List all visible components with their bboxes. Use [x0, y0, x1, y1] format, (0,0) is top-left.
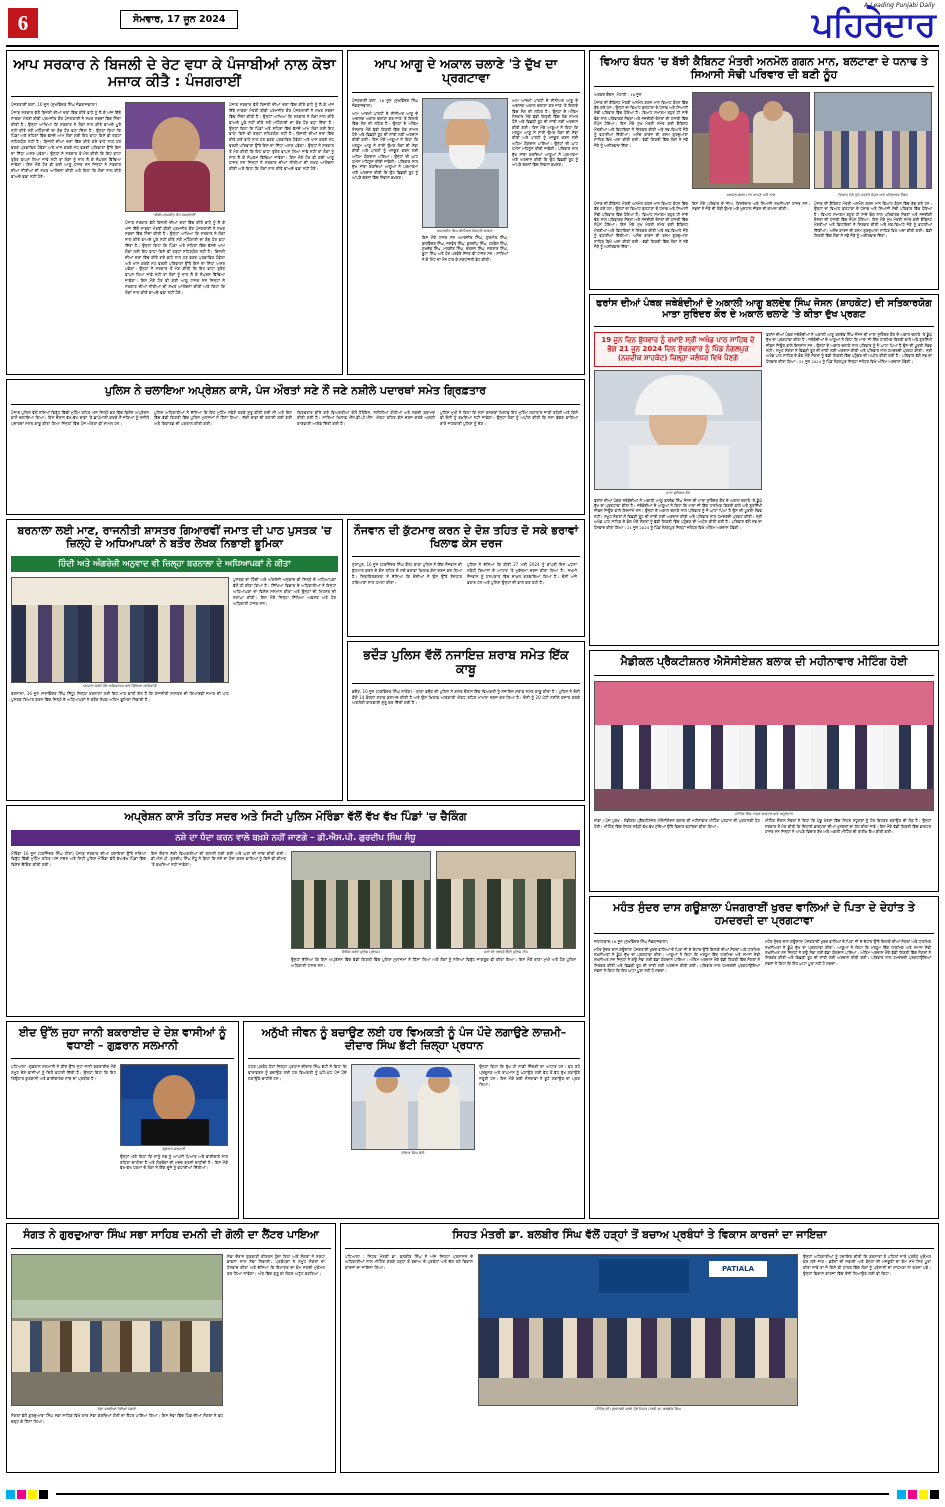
body-a3-col4: ਪੰਜਾਬ ਦੀ ਕੈਬਿਨਟ ਮੰਤਰੀ ਅਨਮੋਲ ਗਗਨ ਮਾਨ ਵਿਆਹ ਬੰਧਨ ਵਿੱਚ ਬੱਝ ਗਏ ਹਨ। ਉਨ੍ਹਾਂ ਦਾ ਵਿਆਹ ਬਲਟਾਣਾ ਦੇ ਧਨਾਢ ਅਤੇ ਸਿਆਸੀ ਸੋਢੀ ਪਰਿਵਾਰ ਵਿੱਚ ਹੋਇਆ ਹੈ। ਵਿਆਹ ਸਮਾਗਮ ਬਹੁਤ ਹੀ ਸਾਦੇ ਢੰਗ ਨਾਲ ਪਰਿਵਾਰਕ ਮੈਂਬਰਾਂ ਅਤੇ ਨਜ਼ਦੀਕੀ ਦੋਸਤਾਂ ਦੀ ਹਾਜ਼ਰੀ ਵਿੱਚ ਸੰਪੰਨ ਹੋਇਆ। ਇਸ ਮੌਕੇ ਮੁੱਖ ਮੰਤਰੀ ਸਮੇਤ ਕਈ ਕੈਬਿਨਟ ਮੰਤਰੀਆਂ ਅਤੇ ਵਿਧਾਇਕਾਂ ਨੇ ਸ਼ਿਰਕਤ ਕੀਤੀ ਅਤੇ ਨਵ-ਵਿਆਹੇ ਜੋੜੇ ਨੂੰ ਵਧਾਈਆਂ ਦਿੱਤੀਆਂ। ਅਨੰਦ ਕਾਰਜ ਦੀ ਰਸਮ ਗੁਰਦੁਆਰਾ ਸਾਹਿਬ ਵਿਖੇ ਅਦਾ ਕੀਤੀ ਗਈ। ਵੱਡੀ ਗਿਣਤੀ ਵਿੱਚ ਲੋਕਾਂ ਨੇ ਨਵੇਂ ਜੋੜੇ ਨੂੰ ਅਸ਼ੀਰਵਾਦ ਦਿੱਤਾ। — [814, 200, 932, 239]
article-a14 — [6, 1223, 336, 1473]
body-a2-col3: ਆਮ ਆਦਮੀ ਪਾਰਟੀ ਦੇ ਸੀਨੀਅਰ ਆਗੂ ਦੇ ਅਚਾਨਕ ਅਕਾਲ ਚਲਾਣਾ ਕਰ ਜਾਣ 'ਤੇ ਇਲਾਕੇ ਵਿੱਚ ਸੋਗ ਦੀ ਲਹਿਰ ਹੈ। ਉਨ੍ਹਾਂ ਦੇ ਅੰਤਿਮ ਸੰਸਕਾਰ ਮੌਕੇ ਵੱਡੀ ਗਿਣਤੀ ਵਿੱਚ ਲੋਕ ਸ਼ਾਮਲ ਹੋਏ ਅਤੇ ਵਿਛੜੀ ਰੂਹ ਦੀ ਸ਼ਾਂਤੀ ਲਈ ਅਰਦਾਸ ਕੀਤੀ ਗਈ। ਇਸ ਮੌਕੇ ਆਗੂਆਂ ਨੇ ਕਿਹਾ ਕਿ ਮਰਹੂਮ ਆਗੂ ਨੇ ਸਾਰੀ ਉਮਰ ਲੋਕਾਂ ਦੀ ਸੇਵਾ ਕੀਤੀ ਅਤੇ ਪਾਰਟੀ ਨੂੰ ਮਜ਼ਬੂਤ ਕਰਨ ਲਈ ਅਹਿਮ ਯੋਗਦਾਨ ਪਾਇਆ। ਉਨ੍ਹਾਂ ਦੀ ਘਾਟ ਹਮੇਸ਼ਾ ਮਹਿਸੂਸ ਕੀਤੀ ਜਾਵੇਗੀ। ਪਰਿਵਾਰ ਨਾਲ ਦੁੱਖ ਸਾਂਝਾ ਕਰਦਿਆਂ ਆਗੂਆਂ ਨੇ ਪਰਮਾਤਮਾ ਅੱਗੇ ਅਰਦਾਸ ਕੀਤੀ ਕਿ ਉਹ ਵਿਛੜੀ ਰੂਹ ਨੂੰ ਆਪਣੇ ਚਰਨਾਂ ਵਿੱਚ ਨਿਵਾਸ ਬਖ਼ਸ਼ਣ। — [512, 97, 578, 168]
headline-a4: ਫਰਾਂਸ ਦੀਆਂ ਪੰਥਕ ਜਥੇਬੰਦੀਆਂ ਦੇ ਅਕਾਲੀ ਆਗੂ ਬਲਦੇਵ ਸਿੰਘ ਜੋਸਨ (ਸ਼ਾਹਕੋਟ) ਦੀ ਸਤਿਕਾਰਯੋਗ ਮਾਤਾ ਸੁਰਿੰਦਰ ਕੌਰ ਦੇ ਅਕਾਲ ਚਲਾਣੇ 'ਤੇ ਕੀਤਾ ਦੁੱਖ ਪ੍ਰਗਟ — [596, 298, 932, 320]
body-a13-col1: ਮਹੰਤ ਸੁੰਦਰ ਦਾਸ ਗਊਸ਼ਾਲਾ ਪੰਜਗਰਾਈਂ ਖੁਰਦ ਵਾਲਿਆਂ ਦੇ ਪਿਤਾ ਜੀ ਦੇ ਦੇਹਾਂਤ ਉੱਤੇ ਇਲਾਕੇ ਦੀਆਂ ਸੰਗਤਾਂ ਅਤੇ ਧਾਰਮਿਕ ਸ਼ਖ਼ਸੀਅਤਾਂ ਨੇ ਡੂੰਘੇ ਦੁੱਖ ਦਾ ਪ੍ਰਗਟਾਵਾ ਕੀਤਾ। ਆਗੂਆਂ ਨੇ ਕਿਹਾ ਕਿ ਮਰਹੂਮ ਇੱਕ ਧਾਰਮਿਕ ਅਤੇ ਸਮਾਜ ਸੇਵੀ ਸ਼ਖ਼ਸੀਅਤ ਸਨ ਜਿਨ੍ਹਾਂ ਨੇ ਗਊ ਸੇਵਾ ਲਈ ਵੱਡਾ ਯੋਗਦਾਨ ਪਾਇਆ। ਅੰਤਿਮ ਅਰਦਾਸ ਮੌਕੇ ਵੱਡੀ ਗਿਣਤੀ ਵਿੱਚ ਸੰਗਤਾਂ ਨੇ ਸ਼ਿਰਕਤ ਕੀਤੀ ਅਤੇ ਵਿਛੜੀ ਰੂਹ ਦੀ ਸ਼ਾਂਤੀ ਲਈ ਅਰਦਾਸ ਕੀਤੀ ਗਈ। ਪਰਿਵਾਰ ਨਾਲ ਹਮਦਰਦੀ ਪ੍ਰਗਟਾਉਂਦਿਆਂ ਸਭਨਾਂ ਨੇ ਕਿਹਾ ਕਿ ਇਹ ਘਾਟਾ ਪੂਰਾ ਨਹੀਂ ਹੋ ਸਕਦਾ। — [594, 946, 760, 974]
body-a1-col2: ਪੰਜਾਬ ਸਰਕਾਰ ਵੱਲੋਂ ਬਿਜਲੀ ਦੀਆਂ ਦਰਾਂ ਵਿੱਚ ਕੀਤੇ ਵਾਧੇ ਨੂੰ ਲੈ ਕੇ ਅੱਜ ਇੱਥੇ ਸਾਬਕਾ ਮੰਤਰੀ ਬੀਬੀ ਪਰਮਜੀਤ ਕੌਰ ਪੰਜਗਰਾਈਂ ਨੇ ਸਖ਼ਤ ਸ਼ਬਦਾਂ ਵਿੱਚ ਨਿੰਦਾ ਕੀਤੀ ਹੈ। ਉਨ੍ਹਾਂ ਆਖਿਆ ਕਿ ਸਰਕਾਰ ਨੇ ਲੋਕਾਂ ਨਾਲ ਕੀਤੇ ਵਾਅਦੇ ਪੂਰੇ ਨਹੀਂ ਕੀਤੇ ਸਗੋਂ ਮਹਿੰਗਾਈ ਦਾ ਬੋਝ ਹੋਰ ਵਧਾ ਦਿੱਤਾ ਹੈ। ਉਨ੍ਹਾਂ ਕਿਹਾ ਕਿ ਪਿੰਡਾਂ ਅਤੇ ਸ਼ਹਿਰਾਂ ਵਿੱਚ ਵੱਸਦੇ ਆਮ ਲੋਕਾਂ ਲਈ ਇਹ ਵਾਧਾ ਕਿਸੇ ਵੀ ਤਰ੍ਹਾਂ ਸਹਿਣਯੋਗ ਨਹੀਂ ਹੈ। ਬਿਜਲੀ ਦੀਆਂ ਦਰਾਂ ਵਿੱਚ ਕੀਤੇ ਗਏ ਵਾਧੇ ਨਾਲ ਹਰ ਵਰਗ ਪ੍ਰਭਾਵਿਤ ਹੋਵੇਗਾ ਅਤੇ ਖਾਸ ਕਰਕੇ ਮੱਧ ਵਰਗੀ ਪਰਿਵਾਰਾਂ ਉੱਤੇ ਇਸ ਦਾ ਸਿੱਧਾ ਅਸਰ ਪਵੇਗਾ। ਉਨ੍ਹਾਂ ਨੇ ਸਰਕਾਰ ਤੋਂ ਮੰਗ ਕੀਤੀ ਕਿ ਇਹ ਵਾਧਾ ਤੁਰੰਤ ਵਾਪਸ ਲਿਆ ਜਾਵੇ ਨਹੀਂ ਤਾਂ ਲੋਕਾਂ ਨੂੰ ਨਾਲ ਲੈ ਕੇ ਸੰਘਰਸ਼ ਵਿੱਢਿਆ ਜਾਵੇਗਾ। ਇਸ ਮੌਕੇ ਹੋਰ ਵੀ ਕਈ ਆਗੂ ਹਾਜ਼ਰ ਸਨ ਜਿਨ੍ਹਾਂ ਨੇ ਸਰਕਾਰ ਦੀਆਂ ਨੀਤੀਆਂ ਦੀ ਸਖ਼ਤ ਆਲੋਚਨਾ ਕੀਤੀ ਅਤੇ ਕਿਹਾ ਕਿ ਲੋਕਾਂ ਨਾਲ ਕੀਤੇ ਵਾਅਦੇ ਵਫ਼ਾ ਨਹੀਂ ਹੋਏ। — [125, 219, 225, 295]
caption-a3-right: ਵਿਆਹ ਮੌਕੇ ਪੁੱਜੇ ਪਤਵੰਤੇ ਸੱਜਣ ਅਤੇ ਪਰਿਵਾਰਕ ਮੈਂਬਰ — [838, 193, 908, 198]
caption-a6: ਸਨਮਾਨ ਕਰਦੇ ਹੋਏ ਅਧਿਆਪਕ ਅਤੇ ਸਿੱਖਿਆ ਅਧਿਕਾਰੀ — [83, 684, 157, 689]
issue-date: ਸੋਮਵਾਰ, 17 ਜੂਨ 2024 — [120, 10, 238, 29]
article-a4 — [589, 294, 939, 646]
body-a15-col1: ਪਟਿਆਲਾ : ਸਿਹਤ ਮੰਤਰੀ ਡਾ. ਬਲਬੀਰ ਸਿੰਘ ਨੇ ਅੱਜ ਜ਼ਿਲ੍ਹਾ ਪ੍ਰਸ਼ਾਸਨ ਦੇ ਅਧਿਕਾਰੀਆਂ ਨਾਲ ਮੀਟਿੰਗ ਕਰਕੇ ਹੜ੍ਹਾਂ ਤੋਂ ਬਚਾਅ ਦੇ ਪ੍ਰਬੰਧਾਂ ਅਤੇ ਚੱਲ ਰਹੇ ਵਿਕਾਸ ਕਾਰਜਾਂ ਦਾ ਜਾਇਜ਼ਾ ਲਿਆ। — [345, 1253, 473, 1271]
body-a4-col2: ਫਰਾਂਸ ਦੀਆਂ ਪੰਥਕ ਜਥੇਬੰਦੀਆਂ ਨੇ ਅਕਾਲੀ ਆਗੂ ਬਲਦੇਵ ਸਿੰਘ ਜੋਸਨ ਦੀ ਮਾਤਾ ਸੁਰਿੰਦਰ ਕੌਰ ਦੇ ਅਕਾਲ ਚਲਾਣੇ 'ਤੇ ਡੂੰਘੇ ਦੁੱਖ ਦਾ ਪ੍ਰਗਟਾਵਾ ਕੀਤਾ ਹੈ। ਜਥੇਬੰਦੀਆਂ ਦੇ ਆਗੂਆਂ ਨੇ ਕਿਹਾ ਕਿ ਮਾਤਾ ਜੀ ਇੱਕ ਧਾਰਮਿਕ ਬਿਰਤੀ ਵਾਲੇ ਅਤੇ ਗੁਰਸਿੱਖੀ ਜੀਵਨ ਜਿਊਣ ਵਾਲੇ ਇਨਸਾਨ ਸਨ। ਉਨ੍ਹਾਂ ਦੇ ਅਕਾਲ ਚਲਾਣੇ ਨਾਲ ਪਰਿਵਾਰ ਨੂੰ ਜੋ ਘਾਟਾ ਪਿਆ ਹੈ ਉਸ ਦੀ ਪੂਰਤੀ ਸੰਭਵ ਨਹੀਂ। ਸਮੂਹ ਸੰਗਤਾਂ ਨੇ ਵਿਛੜੀ ਰੂਹ ਦੀ ਸ਼ਾਂਤੀ ਲਈ ਅਰਦਾਸ ਕੀਤੀ ਅਤੇ ਪਰਿਵਾਰ ਨਾਲ ਹਮਦਰਦੀ ਪ੍ਰਗਟ ਕੀਤੀ। ਸ੍ਰੀ ਅਖੰਡ ਪਾਠ ਸਾਹਿਬ ਦੇ ਭੋਗ ਮੌਕੇ ਸੰਗਤਾਂ ਨੂੰ ਵੱਡੀ ਗਿਣਤੀ ਵਿੱਚ ਪਹੁੰਚਣ ਦੀ ਅਪੀਲ ਕੀਤੀ ਗਈ ਹੈ। ਪਰਿਵਾਰ ਵੱਲੋਂ ਸਭ ਦਾ ਧੰਨਵਾਦ ਕੀਤਾ ਗਿਆ। 21 ਜੂਨ 2024 ਨੂੰ ਪਿੰਡ ਨੰਗਲਪੁਰ ਜ਼ਿਲ੍ਹਾ ਜਲੰਧਰ ਵਿਖੇ ਅੰਤਿਮ ਅਰਦਾਸ ਹੋਵੇਗੀ। — [766, 331, 932, 364]
headline-a1: ਆਪ ਸਰਕਾਰ ਨੇ ਬਿਜਲੀ ਦੇ ਰੇਟ ਵਧਾ ਕੇ ਪੰਜਾਬੀਆਂ ਨਾਲ ਕੋਝਾ ਮਜਾਕ ਕੀਤੈ : ਪੰਜਗਰਾਈਂ — [13, 57, 336, 90]
headline-a6: ਬਰਨਾਲਾ ਲਈ ਮਾਣ, ਰਾਜਨੀਤੀ ਸ਼ਾਸਤਰ ਗਿਆਰਵੀਂ ਜਮਾਤ ਦੀ ਪਾਠ ਪੁਸਤਕ 'ਚ ਜ਼ਿਲ੍ਹੇ ਦੇ ਅਧਿਆਪਕਾਂ ਨੇ ਬਤੌਰ ਲੇਖਕ ਨਿਭਾਈ ਭੂਮਿਕਾ — [17, 524, 332, 550]
headline-a9: ਮੈਡੀਕਲ ਪ੍ਰੈਕਟੀਸ਼ਨਰ ਐਸੋਸੀਏਸ਼ਨ ਬਲਾਕ ਦੀ ਮਹੀਨਾਵਾਰ ਮੀਟਿੰਗ ਹੋਈ — [620, 655, 908, 668]
article-a9 — [589, 650, 939, 892]
masthead-title: ਪਹਿਰੇਦਾਰ — [811, 7, 935, 44]
notice-a4: 19 ਜੂਨ ਦਿਨ ਬੁੱਧਵਾਰ ਨੂੰ ਰਖਾਏ ਸ੍ਰੀ ਅਖੰਡ ਪਾਠ ਸਾਹਿਬ ਦੇ ਭੋਗ 21 ਜੂਨ 2024 ਦਿਨ ਸ਼ੁੱਕਰਵਾਰ ਨੂੰ ਪਿੰਡ ਨੰਗਲਪੁਰ (ਨਜ਼ਦੀਕ ਸ਼ਾਹਕੋਟ) ਜ਼ਿਲ੍ਹਾ ਜਲੰਧਰ ਵਿਖੇ ਪੈਣਗੇ — [601, 335, 755, 363]
caption-a10-2: ਘਰਾਂ ਦੀ ਤਲਾਸ਼ੀ ਲੈਂਦੀ ਪੁਲਿਸ ਟੀਮ — [483, 949, 529, 954]
dateline-a2: ਪੰਜਗਰਾਈਂ ਕਲਾਂ, 16 ਜੂਨ (ਸੁਖਵਿੰਦਰ ਸਿੰਘ ਜੰਡਬਾਜਵਾਲਾ) — [352, 97, 418, 109]
body-a1-col3: ਪੰਜਾਬ ਸਰਕਾਰ ਵੱਲੋਂ ਬਿਜਲੀ ਦੀਆਂ ਦਰਾਂ ਵਿੱਚ ਕੀਤੇ ਵਾਧੇ ਨੂੰ ਲੈ ਕੇ ਅੱਜ ਇੱਥੇ ਸਾਬਕਾ ਮੰਤਰੀ ਬੀਬੀ ਪਰਮਜੀਤ ਕੌਰ ਪੰਜਗਰਾਈਂ ਨੇ ਸਖ਼ਤ ਸ਼ਬਦਾਂ ਵਿੱਚ ਨਿੰਦਾ ਕੀਤੀ ਹੈ। ਉਨ੍ਹਾਂ ਆਖਿਆ ਕਿ ਸਰਕਾਰ ਨੇ ਲੋਕਾਂ ਨਾਲ ਕੀਤੇ ਵਾਅਦੇ ਪੂਰੇ ਨਹੀਂ ਕੀਤੇ ਸਗੋਂ ਮਹਿੰਗਾਈ ਦਾ ਬੋਝ ਹੋਰ ਵਧਾ ਦਿੱਤਾ ਹੈ। ਉਨ੍ਹਾਂ ਕਿਹਾ ਕਿ ਪਿੰਡਾਂ ਅਤੇ ਸ਼ਹਿਰਾਂ ਵਿੱਚ ਵੱਸਦੇ ਆਮ ਲੋਕਾਂ ਲਈ ਇਹ ਵਾਧਾ ਕਿਸੇ ਵੀ ਤਰ੍ਹਾਂ ਸਹਿਣਯੋਗ ਨਹੀਂ ਹੈ। ਬਿਜਲੀ ਦੀਆਂ ਦਰਾਂ ਵਿੱਚ ਕੀਤੇ ਗਏ ਵਾਧੇ ਨਾਲ ਹਰ ਵਰਗ ਪ੍ਰਭਾਵਿਤ ਹੋਵੇਗਾ ਅਤੇ ਖਾਸ ਕਰਕੇ ਮੱਧ ਵਰਗੀ ਪਰਿਵਾਰਾਂ ਉੱਤੇ ਇਸ ਦਾ ਸਿੱਧਾ ਅਸਰ ਪਵੇਗਾ। ਉਨ੍ਹਾਂ ਨੇ ਸਰਕਾਰ ਤੋਂ ਮੰਗ ਕੀਤੀ ਕਿ ਇਹ ਵਾਧਾ ਤੁਰੰਤ ਵਾਪਸ ਲਿਆ ਜਾਵੇ ਨਹੀਂ ਤਾਂ ਲੋਕਾਂ ਨੂੰ ਨਾਲ ਲੈ ਕੇ ਸੰਘਰਸ਼ ਵਿੱਢਿਆ ਜਾਵੇਗਾ। ਇਸ ਮੌਕੇ ਹੋਰ ਵੀ ਕਈ ਆਗੂ ਹਾਜ਼ਰ ਸਨ ਜਿਨ੍ਹਾਂ ਨੇ ਸਰਕਾਰ ਦੀਆਂ ਨੀਤੀਆਂ ਦੀ ਸਖ਼ਤ ਆਲੋਚਨਾ ਕੀਤੀ ਅਤੇ ਕਿਹਾ ਕਿ ਲੋਕਾਂ ਨਾਲ ਕੀਤੇ ਵਾਅਦੇ ਵਫ਼ਾ ਨਹੀਂ ਹੋਏ। — [229, 102, 334, 172]
masthead-logo — [812, 2, 935, 43]
headline-a5: ਪੁਲਿਸ ਨੇ ਚਲਾਇਆ ਅਪ੍ਰੇਸ਼ਨ ਕਾਸੋ, ਪੰਜ ਔਰਤਾਂ ਸਣੇ ਨੌਂ ਜਣੇ ਨਸ਼ੀਲੇ ਪਦਾਰਥਾਂ ਸਮੇਤ ਗ੍ਰਿਫ਼ਤਾਰ — [105, 384, 486, 397]
headline-a2: ਆਪ ਆਗੂ ਦੇ ਅਕਾਲ ਚਲਾਣੇ 'ਤੇ ਦੁੱਖ ਦਾ ਪ੍ਰਗਟਾਵਾ — [374, 56, 558, 86]
body-a14-col1: ਸੰਗਤਾਂ ਵੱਲੋਂ ਗੁਰਦੁਆਰਾ ਸਿੰਘ ਸਭਾ ਸਾਹਿਬ ਵਿਖੇ ਕਾਰ ਸੇਵਾ ਕਰਦਿਆਂ ਗੋਲੀ ਦਾ ਲੈਂਟਰ ਪਾਇਆ ਗਿਆ। ਇਸ ਸੇਵਾ ਵਿੱਚ ਪਿੰਡ ਦੀਆਂ ਸੰਗਤਾਂ ਨੇ ਵਧ ਚੜ੍ਹ ਕੇ ਹਿੱਸਾ ਲਿਆ। — [11, 1413, 223, 1424]
body-a15-col2: ਉਨ੍ਹਾਂ ਅਧਿਕਾਰੀਆਂ ਨੂੰ ਹਦਾਇਤ ਕੀਤੀ ਕਿ ਬਰਸਾਤਾਂ ਤੋਂ ਪਹਿਲਾਂ ਸਾਰੇ ਪ੍ਰਬੰਧ ਮੁਕੰਮਲ ਕਰ ਲਏ ਜਾਣ। ਡਰੇਨਾਂ ਦੀ ਸਫ਼ਾਈ ਅਤੇ ਬੰਨ੍ਹਾਂ ਦੀ ਮਜ਼ਬੂਤੀ ਦਾ ਕੰਮ ਸਮੇਂ ਸਿਰ ਪੂਰਾ ਕੀਤਾ ਜਾਵੇ ਤਾਂ ਜੋ ਕਿਸੇ ਵੀ ਹਾਲਤ ਵਿੱਚ ਲੋਕਾਂ ਨੂੰ ਪ੍ਰੇਸ਼ਾਨੀ ਦਾ ਸਾਹਮਣਾ ਨਾ ਕਰਨਾ ਪਵੇ। ਉਨ੍ਹਾਂ ਵਿਕਾਸ ਕਾਰਜਾਂ ਵਿੱਚ ਤੇਜ਼ੀ ਲਿਆਉਣ ਲਈ ਵੀ ਕਿਹਾ। — [803, 1253, 931, 1277]
caption-a4: ਮਾਤਾ ਸੁਰਿੰਦਰ ਕੌਰ — [665, 491, 691, 496]
dateline-a13: ਜਲਾਲਾਬਾਦ,16 ਜੂਨ (ਸੁਖਵਿੰਦਰ ਸਿੰਘ ਜੰਡਬਾਜਵਾਲਾ) — [594, 939, 669, 945]
body-a2-col1: ਆਮ ਆਦਮੀ ਪਾਰਟੀ ਦੇ ਸੀਨੀਅਰ ਆਗੂ ਦੇ ਅਚਾਨਕ ਅਕਾਲ ਚਲਾਣਾ ਕਰ ਜਾਣ 'ਤੇ ਇਲਾਕੇ ਵਿੱਚ ਸੋਗ ਦੀ ਲਹਿਰ ਹੈ। ਉਨ੍ਹਾਂ ਦੇ ਅੰਤਿਮ ਸੰਸਕਾਰ ਮੌਕੇ ਵੱਡੀ ਗਿਣਤੀ ਵਿੱਚ ਲੋਕ ਸ਼ਾਮਲ ਹੋਏ ਅਤੇ ਵਿਛੜੀ ਰੂਹ ਦੀ ਸ਼ਾਂਤੀ ਲਈ ਅਰਦਾਸ ਕੀਤੀ ਗਈ। ਇਸ ਮੌਕੇ ਆਗੂਆਂ ਨੇ ਕਿਹਾ ਕਿ ਮਰਹੂਮ ਆਗੂ ਨੇ ਸਾਰੀ ਉਮਰ ਲੋਕਾਂ ਦੀ ਸੇਵਾ ਕੀਤੀ ਅਤੇ ਪਾਰਟੀ ਨੂੰ ਮਜ਼ਬੂਤ ਕਰਨ ਲਈ ਅਹਿਮ ਯੋਗਦਾਨ ਪਾਇਆ। ਉਨ੍ਹਾਂ ਦੀ ਘਾਟ ਹਮੇਸ਼ਾ ਮਹਿਸੂਸ ਕੀਤੀ ਜਾਵੇਗੀ। ਪਰਿਵਾਰ ਨਾਲ ਦੁੱਖ ਸਾਂਝਾ ਕਰਦਿਆਂ ਆਗੂਆਂ ਨੇ ਪਰਮਾਤਮਾ ਅੱਗੇ ਅਰਦਾਸ ਕੀਤੀ ਕਿ ਉਹ ਵਿਛੜੀ ਰੂਹ ਨੂੰ ਆਪਣੇ ਚਰਨਾਂ ਵਿੱਚ ਨਿਵਾਸ ਬਖ਼ਸ਼ਣ। — [352, 110, 418, 181]
date-box — [120, 10, 238, 29]
article-a8 — [347, 641, 585, 801]
body-a3-col2: ਪੰਜਾਬ ਦੀ ਕੈਬਿਨਟ ਮੰਤਰੀ ਅਨਮੋਲ ਗਗਨ ਮਾਨ ਵਿਆਹ ਬੰਧਨ ਵਿੱਚ ਬੱਝ ਗਏ ਹਨ। ਉਨ੍ਹਾਂ ਦਾ ਵਿਆਹ ਬਲਟਾਣਾ ਦੇ ਧਨਾਢ ਅਤੇ ਸਿਆਸੀ ਸੋਢੀ ਪਰਿਵਾਰ ਵਿੱਚ ਹੋਇਆ ਹੈ। ਵਿਆਹ ਸਮਾਗਮ ਬਹੁਤ ਹੀ ਸਾਦੇ ਢੰਗ ਨਾਲ ਪਰਿਵਾਰਕ ਮੈਂਬਰਾਂ ਅਤੇ ਨਜ਼ਦੀਕੀ ਦੋਸਤਾਂ ਦੀ ਹਾਜ਼ਰੀ ਵਿੱਚ ਸੰਪੰਨ ਹੋਇਆ। ਇਸ ਮੌਕੇ ਮੁੱਖ ਮੰਤਰੀ ਸਮੇਤ ਕਈ ਕੈਬਿਨਟ ਮੰਤਰੀਆਂ ਅਤੇ ਵਿਧਾਇਕਾਂ ਨੇ ਸ਼ਿਰਕਤ ਕੀਤੀ ਅਤੇ ਨਵ-ਵਿਆਹੇ ਜੋੜੇ ਨੂੰ ਵਧਾਈਆਂ ਦਿੱਤੀਆਂ। ਅਨੰਦ ਕਾਰਜ ਦੀ ਰਸਮ ਗੁਰਦੁਆਰਾ ਸਾਹਿਬ ਵਿਖੇ ਅਦਾ ਕੀਤੀ ਗਈ। ਵੱਡੀ ਗਿਣਤੀ ਵਿੱਚ ਲੋਕਾਂ ਨੇ ਨਵੇਂ ਜੋੜੇ ਨੂੰ ਅਸ਼ੀਰਵਾਦ ਦਿੱਤਾ। — [594, 200, 688, 249]
body-a11-col1: ਪਟਿਆਲਾ -ਗੁਫ਼ਰਾਨ ਸਲਮਾਨੀ ਨੇ ਈਦ ਉੱਲ ਜੁਹਾ ਜਾਨੀ ਬਕਰਾਈਦ ਮੌਕੇ ਸਮੂਹ ਦੇਸ਼ ਵਾਸੀਆਂ ਨੂੰ ਦਿਲੋਂ ਵਧਾਈ ਦਿੱਤੀ ਹੈ। ਉਨ੍ਹਾਂ ਕਿਹਾ ਕਿ ਇਹ ਤਿਉਹਾਰ ਕੁਰਬਾਨੀ ਅਤੇ ਭਾਈਚਾਰਕ ਸਾਂਝ ਦਾ ਪ੍ਰਤੀਕ ਹੈ। — [11, 1064, 116, 1081]
body-a7-col2: ਪੁਲਿਸ ਨੇ ਦੱਸਿਆ ਕਿ ਬੀਤੀ 27 ਮਈ 2024 ਨੂੰ ਵਾਪਰੀ ਇਸ ਘਟਨਾ ਸਬੰਧੀ ਬਿਆਨਾਂ ਦੇ ਆਧਾਰ 'ਤੇ ਮੁਕੱਦਮਾ ਦਰਜ ਕੀਤਾ ਗਿਆ ਹੈ। ਜ਼ਖ਼ਮੀ ਨੌਜਵਾਨ ਨੂੰ ਹਸਪਤਾਲ ਵਿੱਚ ਦਾਖ਼ਲ ਕਰਵਾਇਆ ਗਿਆ ਹੈ। ਦੋਸ਼ੀ ਅਜੇ ਫ਼ਰਾਰ ਹਨ ਅਤੇ ਪੁਲਿਸ ਉਨ੍ਹਾਂ ਦੀ ਭਾਲ ਕਰ ਰਹੀ ਹੈ। — [467, 562, 577, 585]
body-a3-col1: ਪੰਜਾਬ ਦੀ ਕੈਬਿਨਟ ਮੰਤਰੀ ਅਨਮੋਲ ਗਗਨ ਮਾਨ ਵਿਆਹ ਬੰਧਨ ਵਿੱਚ ਬੱਝ ਗਏ ਹਨ। ਉਨ੍ਹਾਂ ਦਾ ਵਿਆਹ ਬਲਟਾਣਾ ਦੇ ਧਨਾਢ ਅਤੇ ਸਿਆਸੀ ਸੋਢੀ ਪਰਿਵਾਰ ਵਿੱਚ ਹੋਇਆ ਹੈ। ਵਿਆਹ ਸਮਾਗਮ ਬਹੁਤ ਹੀ ਸਾਦੇ ਢੰਗ ਨਾਲ ਪਰਿਵਾਰਕ ਮੈਂਬਰਾਂ ਅਤੇ ਨਜ਼ਦੀਕੀ ਦੋਸਤਾਂ ਦੀ ਹਾਜ਼ਰੀ ਵਿੱਚ ਸੰਪੰਨ ਹੋਇਆ। ਇਸ ਮੌਕੇ ਮੁੱਖ ਮੰਤਰੀ ਸਮੇਤ ਕਈ ਕੈਬਿਨਟ ਮੰਤਰੀਆਂ ਅਤੇ ਵਿਧਾਇਕਾਂ ਨੇ ਸ਼ਿਰਕਤ ਕੀਤੀ ਅਤੇ ਨਵ-ਵਿਆਹੇ ਜੋੜੇ ਨੂੰ ਵਧਾਈਆਂ ਦਿੱਤੀਆਂ। ਅਨੰਦ ਕਾਰਜ ਦੀ ਰਸਮ ਗੁਰਦੁਆਰਾ ਸਾਹਿਬ ਵਿਖੇ ਅਦਾ ਕੀਤੀ ਗਈ। ਵੱਡੀ ਗਿਣਤੀ ਵਿੱਚ ਲੋਕਾਂ ਨੇ ਨਵੇਂ ਜੋੜੇ ਨੂੰ ਅਸ਼ੀਰਵਾਦ ਦਿੱਤਾ। — [594, 99, 688, 148]
body-a5-col3: ਗ੍ਰਿਫ਼ਤਾਰ ਕੀਤੇ ਗਏ ਵਿਅਕਤੀਆਂ ਕੋਲੋਂ ਹੈਰੋਇਨ, ਨਸ਼ੀਲੀਆਂ ਗੋਲੀਆਂ ਅਤੇ ਨਕਦੀ ਬਰਾਮਦ ਕੀਤੀ ਗਈ ਹੈ। ਸਾਰਿਆਂ ਖ਼ਿਲਾਫ਼ ਐੱਨ.ਡੀ.ਪੀ.ਐੱਸ. ਐਕਟ ਤਹਿਤ ਕੇਸ ਦਰਜ ਕਰਕੇ ਅਗਲੀ ਕਾਰਵਾਈ ਆਰੰਭ ਦਿੱਤੀ ਗਈ ਹੈ। — [297, 409, 435, 427]
body-a5-col2: ਪੁਲਿਸ ਅਧਿਕਾਰੀਆਂ ਨੇ ਦੱਸਿਆ ਕਿ ਇਹ ਮੁਹਿੰਮ ਸਵੇਰੇ ਤੜਕੇ ਸ਼ੁਰੂ ਕੀਤੀ ਗਈ ਸੀ ਅਤੇ ਇਸ ਵਿੱਚ ਵੱਡੀ ਗਿਣਤੀ ਵਿੱਚ ਪੁਲਿਸ ਮੁਲਾਜ਼ਮਾਂ ਨੇ ਹਿੱਸਾ ਲਿਆ। ਸ਼ੱਕੀ ਥਾਵਾਂ ਦੀ ਤਲਾਸ਼ੀ ਲਈ ਗਈ ਅਤੇ ਰਿਕਾਰਡ ਦੀ ਪੜਤਾਲ ਕੀਤੀ ਗਈ। — [154, 409, 292, 427]
dateline-a3: ਅਣਕਰ ਚੌਦਸ, ਮੋਹਾਲੀ : 16 ਜੂਨ — [594, 92, 642, 98]
article-a13 — [589, 896, 939, 1219]
cmyk-marks-right — [897, 1490, 939, 1499]
headline-a3: ਵਿਆਹ ਬੰਧਨ 'ਚ ਬੱਝੀ ਕੈਬਿਨਟ ਮੰਤਰੀ ਅਨਮੋਲ ਗਗਨ ਮਾਨ, ਬਲਟਾਣਾ ਦੇ ਧਨਾਢ ਤੇ ਸਿਆਸੀ ਸੋਢੀ ਪਰਿਵਾਰ ਦੀ ਬਣੀ ਨੂੰਹ — [600, 55, 928, 81]
body-a14-col2: ਸੇਵਾ ਦੌਰਾਨ ਗੁਰਬਾਣੀ ਕੀਰਤਨ ਹੁੰਦਾ ਰਿਹਾ ਅਤੇ ਸੰਗਤਾਂ ਨੇ ਸ਼ਰਧਾ ਭਾਵਨਾ ਨਾਲ ਸੇਵਾ ਨਿਭਾਈ। ਪ੍ਰਬੰਧਕਾਂ ਨੇ ਸਮੂਹ ਸੰਗਤਾਂ ਦਾ ਧੰਨਵਾਦ ਕੀਤਾ ਅਤੇ ਦੱਸਿਆ ਕਿ ਇਮਾਰਤ ਦਾ ਕੰਮ ਜਲਦੀ ਮੁਕੰਮਲ ਕਰ ਲਿਆ ਜਾਵੇਗਾ। ਅੰਤ ਵਿੱਚ ਗੁਰੂ ਕਾ ਲੰਗਰ ਅਟੁੱਟ ਵਰਤਿਆ। — [227, 1253, 325, 1277]
body-a6-col1: ਬਰਨਾਲਾ, 16 ਜੂਨ (ਜਸਵਿੰਦਰ ਸਿੰਘ ਸਿੱਧੂ) ਜ਼ਿਲ੍ਹਾ ਬਰਨਾਲਾ ਲਈ ਇਹ ਮਾਣ ਵਾਲੀ ਗੱਲ ਹੈ ਕਿ ਰਾਜਨੀਤੀ ਸ਼ਾਸਤਰ ਦੀ ਗਿਆਰਵੀਂ ਜਮਾਤ ਦੀ ਪਾਠ ਪੁਸਤਕ ਤਿਆਰ ਕਰਨ ਵਿੱਚ ਜ਼ਿਲ੍ਹੇ ਦੇ ਅਧਿਆਪਕਾਂ ਨੇ ਬਤੌਰ ਲੇਖਕ ਅਹਿਮ ਭੂਮਿਕਾ ਨਿਭਾਈ ਹੈ। — [11, 690, 229, 702]
article-a10 — [6, 805, 585, 1017]
caption-a1: ਬੀਬੀ ਪਰਮਜੀਤ ਕੌਰ ਪੰਜਗਰਾਈਂ — [154, 213, 196, 218]
body-a12-col2: ਉਨ੍ਹਾਂ ਕਿਹਾ ਕਿ ਰੁੱਖ ਹੀ ਸਾਡੀ ਜ਼ਿੰਦਗੀ ਦਾ ਆਧਾਰ ਹਨ। ਵਧ ਰਹੇ ਪ੍ਰਦੂਸ਼ਣ ਅਤੇ ਤਾਪਮਾਨ ਨੂੰ ਘਟਾਉਣ ਲਈ ਵੱਧ ਤੋਂ ਵੱਧ ਰੁੱਖ ਲਗਾਉਣੇ ਜ਼ਰੂਰੀ ਹਨ। ਇਸ ਮੌਕੇ ਕਈ ਸੰਸਥਾਵਾਂ ਨੇ ਬੂਟੇ ਲਗਾਉਣ ਦਾ ਪ੍ਰਣ ਲਿਆ। — [479, 1064, 580, 1087]
body-a10-col1: ਮੋਰਿੰਡਾ 16 ਜੂਨ (ਹਰਜਿੰਦਰ ਸਿੰਘ ਹੀਰਾ) ਪੰਜਾਬ ਸਰਕਾਰ ਦੀਆਂ ਹਦਾਇਤਾਂ ਉੱਤੇ ਨਸ਼ਿਆਂ ਵਿਰੁੱਧ ਵਿੱਢੀ ਮੁਹਿੰਮ ਤਹਿਤ ਅੱਜ ਸਦਰ ਅਤੇ ਸਿਟੀ ਪੁਲਿਸ ਮੋਰਿੰਡਾ ਵੱਲੋਂ ਵੱਖ-ਵੱਖ ਪਿੰਡਾਂ ਵਿੱਚ ਵਿਸ਼ੇਸ਼ ਚੈਕਿੰਗ ਕੀਤੀ ਗਈ। — [11, 850, 146, 868]
caption-a14: ਸੇਵਾ ਕਰਦੀਆਂ ਹੋਈਆਂ ਸੰਗਤਾਂ — [97, 1406, 137, 1411]
headline-a7: ਨੌਜਵਾਨ ਦੀ ਕੁੱਟਮਾਰ ਕਰਨ ਦੇ ਦੋਸ਼ ਤਹਿਤ ਦੋ ਸਕੇ ਭਰਾਵਾਂ ਖਿਲਾਫ ਕੇਸ ਦਰਜ — [353, 524, 579, 550]
body-a5-col1: ਪੰਜਾਬ ਪੁਲਿਸ ਵੱਲੋਂ ਨਸ਼ਿਆਂ ਵਿਰੁੱਧ ਵਿੱਢੀ ਮੁਹਿੰਮ ਤਹਿਤ ਅੱਜ ਜ਼ਿਲ੍ਹੇ ਭਰ ਵਿੱਚ ਵਿਸ਼ੇਸ਼ ਅਪ੍ਰੇਸ਼ਨ ਕਾਸੋ ਚਲਾਇਆ ਗਿਆ। ਇਸ ਦੌਰਾਨ ਵੱਖ-ਵੱਖ ਥਾਵਾਂ 'ਤੇ ਛਾਪੇਮਾਰੀ ਕਰਕੇ ਨੌਂ ਜਣਿਆਂ ਨੂੰ ਨਸ਼ੀਲੇ ਪਦਾਰਥਾਂ ਸਮੇਤ ਕਾਬੂ ਕੀਤਾ ਗਿਆ ਜਿਨ੍ਹਾਂ ਵਿੱਚ ਪੰਜ ਔਰਤਾਂ ਵੀ ਸ਼ਾਮਲ ਹਨ। — [11, 409, 149, 427]
body-a2-col2: ਇਸ ਮੌਕੇ ਹਾਜ਼ਰ ਸਨ ਅਮਰਜੀਤ ਸਿੰਘ, ਗੁਰਮੀਤ ਸਿੰਘ, ਬਲਵਿੰਦਰ ਸਿੰਘ, ਜਸਵੰਤ ਸਿੰਘ, ਕੁਲਦੀਪ ਸਿੰਘ, ਹਰਬੰਸ ਸਿੰਘ, ਸੁਖਦੇਵ ਸਿੰਘ, ਮਲਕੀਤ ਸਿੰਘ, ਦਰਸ਼ਨ ਸਿੰਘ, ਜਗਤਾਰ ਸਿੰਘ, ਬੂਟਾ ਸਿੰਘ ਅਤੇ ਹੋਰ ਪਤਵੰਤੇ ਸੱਜਣ ਵੀ ਹਾਜ਼ਰ ਸਨ। ਸਾਰਿਆਂ ਨੇ ਦੋ ਮਿੰਟ ਦਾ ਮੌਨ ਧਾਰ ਕੇ ਸ਼ਰਧਾਂਜਲੀ ਭੇਟ ਕੀਤੀ। — [422, 235, 508, 262]
caption-a11: ਗੁਫ਼ਰਾਨ ਸਲਮਾਨੀ — [162, 1147, 186, 1152]
caption-a12: ਦੀਦਾਰ ਸਿੰਘ ਭੱਟੀ — [401, 1151, 425, 1156]
dateline-a1: ਪੰਜਗਰਾਈਂ ਕਲਾਂ, 16 ਜੂਨ (ਸੁਖਵਿੰਦਰ ਸਿੰਘ ਜੰਡਬਾਜਵਾਲਾ) — [11, 102, 98, 108]
caption-a15: ਮੀਟਿੰਗ ਦੀ ਪ੍ਰਧਾਨਗੀ ਕਰਦੇ ਹੋਏ ਸਿਹਤ ਮੰਤਰੀ ਡਾ. ਬਲਬੀਰ ਸਿੰਘ — [595, 1406, 681, 1411]
article-a12 — [243, 1021, 585, 1219]
subheadline-banner-a6: ਹਿੰਦੀ ਅਤੇ ਅੰਗਰੇਜ਼ੀ ਅਨੁਵਾਦ ਵੀ ਜ਼ਿਲ੍ਹਾ ਬਰਨਾਲਾ ਦੇ ਅਧਿਆਪਕਾਂ ਨੇ ਕੀਤਾ — [11, 556, 338, 572]
body-a9-col2: ਮੀਟਿੰਗ ਦੌਰਾਨ ਮੈਂਬਰਾਂ ਨੇ ਕਿਹਾ ਕਿ ਪੇਂਡੂ ਖੇਤਰਾਂ ਵਿੱਚ ਸਿਹਤ ਸਹੂਲਤਾਂ ਨੂੰ ਹੋਰ ਬਿਹਤਰ ਬਣਾਉਣ ਦੀ ਲੋੜ ਹੈ। ਉਨ੍ਹਾਂ ਸਰਕਾਰ ਤੋਂ ਮੰਗ ਕੀਤੀ ਕਿ ਦਿਹਾਤੀ ਡਾਕਟਰਾਂ ਦੀਆਂ ਮੁਸ਼ਕਲਾਂ ਦਾ ਹੱਲ ਕੀਤਾ ਜਾਵੇ। ਇਸ ਮੌਕੇ ਵੱਡੀ ਗਿਣਤੀ ਵਿੱਚ ਡਾਕਟਰ ਹਾਜ਼ਰ ਸਨ ਜਿਨ੍ਹਾਂ ਨੇ ਆਪਣੇ ਵਿਚਾਰ ਰੱਖੇ ਅਤੇ ਅਗਲੀ ਮੀਟਿੰਗ ਦੀ ਤਾਰੀਖ਼ ਤੈਅ ਕੀਤੀ ਗਈ। — [765, 818, 931, 834]
article-a5 — [6, 379, 585, 515]
article-a2 — [347, 50, 585, 375]
body-a8: ਭਦੌੜ, 16 ਜੂਨ (ਹਰਵਿੰਦਰ ਸਿੰਘ ਸਾਰੰਗ) - ਥਾਣਾ ਭਦੌੜ ਦੀ ਪੁਲਿਸ ਨੇ ਗਸ਼ਤ ਦੌਰਾਨ ਇੱਕ ਵਿਅਕਤੀ ਨੂੰ ਨਜਾਇਜ਼ ਸ਼ਰਾਬ ਸਮੇਤ ਕਾਬੂ ਕੀਤਾ ਹੈ। ਪੁਲਿਸ ਨੇ ਦੋਸ਼ੀ ਕੋਲੋਂ 14 ਬੋਤਲਾਂ ਸ਼ਰਾਬ ਬਰਾਮਦ ਕੀਤੀ ਹੈ ਅਤੇ ਉਸ ਖ਼ਿਲਾਫ਼ ਆਬਕਾਰੀ ਐਕਟ ਤਹਿਤ ਮਾਮਲਾ ਦਰਜ ਕਰ ਲਿਆ ਹੈ। ਦੋਸ਼ੀ ਨੂੰ 20 ਪੇਟੀ ਨਸ਼ੀਲੇ ਕਸਾਰ ਕਰਕੇ ਅਗਲੇਰੀ ਕਾਰਵਾਈ ਸ਼ੁਰੂ ਕਰ ਦਿੱਤੀ ਗਈ ਹੈ। — [352, 688, 580, 706]
article-a6 — [6, 519, 343, 801]
registration-strip — [6, 1487, 939, 1501]
screen-label-patiala: PATIALA — [709, 1261, 767, 1277]
headline-a12: ਅਨੁੱਖੀ ਜੀਵਨ ਨੂੰ ਬਚਾਉਣ ਲਈ ਹਰ ਵਿਅਕਤੀ ਨੂੰ ਪੰਜ ਪੌਦੇ ਲਗਾਉਣੇ ਲਾਜ਼ਮੀ– ਦੀਦਾਰ ਸਿੰਘ ਭੱਟੀ ਜ਼ਿਲ੍ਹਾ ਪ੍ਰਧਾਨ — [261, 1026, 567, 1052]
article-a3 — [589, 50, 939, 290]
page-number-badge — [8, 8, 38, 38]
footer-rule — [56, 1493, 889, 1495]
body-a7-col1: ਮੁੱਲਾਂਪੁਰ, 16 ਜੂਨ (ਹਰਜਿੰਦਰ ਸਿੰਘ ਕੌਲ) ਥਾਣਾ ਪੁਲਿਸ ਨੇ ਇੱਕ ਨੌਜਵਾਨ ਦੀ ਕੁੱਟਮਾਰ ਕਰਨ ਦੇ ਦੋਸ਼ ਤਹਿਤ ਦੋ ਸਕੇ ਭਰਾਵਾਂ ਖ਼ਿਲਾਫ਼ ਕੇਸ ਦਰਜ ਕਰ ਲਿਆ ਹੈ। ਸ਼ਿਕਾਇਤਕਰਤਾ ਨੇ ਦੱਸਿਆ ਕਿ ਦੋਸ਼ੀਆਂ ਨੇ ਉਸ ਉੱਤੇ ਤੇਜ਼ਧਾਰ ਹਥਿਆਰਾਂ ਨਾਲ ਹਮਲਾ ਕੀਤਾ। — [352, 562, 462, 585]
headline-a8: ਭਦੌੜ ਪੁਲਿਸ ਵੱਲੋਂ ਨਜਾਇਜ਼ ਸ਼ਰਾਬ ਸਮੇਤ ਇੱਕ ਕਾਬੂ — [363, 647, 569, 677]
body-a11-col2: ਉਨ੍ਹਾਂ ਅੱਗੇ ਕਿਹਾ ਕਿ ਸਾਨੂੰ ਸਭ ਨੂੰ ਆਪਸੀ ਪਿਆਰ ਅਤੇ ਭਾਈਚਾਰੇ ਨਾਲ ਰਹਿਣਾ ਚਾਹੀਦਾ ਹੈ ਅਤੇ ਲੋੜਵੰਦਾਂ ਦੀ ਮਦਦ ਕਰਨੀ ਚਾਹੀਦੀ ਹੈ। ਇਸ ਮੌਕੇ ਵੱਖ-ਵੱਖ ਧਰਮਾਂ ਦੇ ਲੋਕਾਂ ਨੇ ਇੱਕ ਦੂਜੇ ਨੂੰ ਵਧਾਈਆਂ ਦਿੱਤੀਆਂ। — [120, 1153, 228, 1171]
masthead-tagline: A Leading Punjabi Daily — [864, 2, 935, 9]
caption-a2: ਅਮਰਜੀਤ ਸਿੰਘ ਸੀਨੀਅਰ ਸੈਕਟਰੀ ਸਾਬਕਾ — [437, 228, 493, 233]
body-a10-col2: ਇਸ ਦੌਰਾਨ ਸ਼ੱਕੀ ਵਿਅਕਤੀਆਂ ਦੀ ਤਲਾਸ਼ੀ ਲਈ ਗਈ ਅਤੇ ਘਰਾਂ ਦੀ ਜਾਂਚ ਕੀਤੀ ਗਈ। ਡੀ.ਐਸ.ਪੀ. ਗੁਰਦੀਪ ਸਿੰਘ ਸੰਧੂ ਨੇ ਕਿਹਾ ਕਿ ਨਸ਼ੇ ਦਾ ਧੰਦਾ ਕਰਨ ਵਾਲਿਆਂ ਨੂੰ ਕਿਸੇ ਵੀ ਕੀਮਤ 'ਤੇ ਬਖ਼ਸ਼ਿਆ ਨਹੀਂ ਜਾਵੇਗਾ। — [151, 850, 286, 868]
article-a7 — [347, 519, 585, 637]
headline-a14: ਸੰਗਤ ਨੇ ਗੁਰਦੁਆਰਾ ਸਿੰਘ ਸਭਾ ਸਾਹਿਬ ਦਮਨੀ ਦੀ ਗੋਲੀ ਦਾ ਲੈਂਟਰ ਪਾਇਆ — [23, 1228, 319, 1241]
body-a3-col3: ਇਸ ਮੌਕੇ ਪਰਿਵਾਰ ਦੇ ਜੀਅ, ਰਿਸ਼ਤੇਦਾਰ ਅਤੇ ਸਿਆਸੀ ਸ਼ਖ਼ਸੀਅਤਾਂ ਹਾਜ਼ਰ ਸਨ। ਸਭਨਾਂ ਨੇ ਜੋੜੇ ਦੀ ਲੰਬੀ ਉਮਰ ਅਤੇ ਖੁਸ਼ਹਾਲ ਜੀਵਨ ਦੀ ਕਾਮਨਾ ਕੀਤੀ। — [692, 200, 810, 212]
body-a10-col3: ਉਨ੍ਹਾਂ ਦੱਸਿਆ ਕਿ ਇਸ ਅਪ੍ਰੇਸ਼ਨ ਵਿੱਚ ਵੱਡੀ ਗਿਣਤੀ ਵਿੱਚ ਪੁਲਿਸ ਮੁਲਾਜ਼ਮਾਂ ਨੇ ਹਿੱਸਾ ਲਿਆ ਅਤੇ ਲੋਕਾਂ ਨੂੰ ਨਸ਼ਿਆਂ ਵਿਰੁੱਧ ਜਾਗਰੂਕ ਵੀ ਕੀਤਾ ਗਿਆ। ਇਸ ਮੌਕੇ ਥਾਣਾ ਮੁਖੀ ਅਤੇ ਹੋਰ ਪੁਲਿਸ ਅਧਿਕਾਰੀ ਹਾਜ਼ਰ ਸਨ। — [291, 957, 576, 968]
headline-a13: ਮਹੰਤ ਸੁੰਦਰ ਦਾਸ ਗਊਸ਼ਾਲਾ ਪੰਜਗਰਾਈਂ ਖੁਰਦ ਵਾਲਿਆਂ ਦੇ ਪਿਤਾ ਦੇ ਦੇਹਾਂਤ ਤੇ ਹਮਦਰਦੀ ਦਾ ਪ੍ਰਗਟਾਵਾ — [613, 901, 915, 927]
body-a1-col1: ਪੰਜਾਬ ਸਰਕਾਰ ਵੱਲੋਂ ਬਿਜਲੀ ਦੀਆਂ ਦਰਾਂ ਵਿੱਚ ਕੀਤੇ ਵਾਧੇ ਨੂੰ ਲੈ ਕੇ ਅੱਜ ਇੱਥੇ ਸਾਬਕਾ ਮੰਤਰੀ ਬੀਬੀ ਪਰਮਜੀਤ ਕੌਰ ਪੰਜਗਰਾਈਂ ਨੇ ਸਖ਼ਤ ਸ਼ਬਦਾਂ ਵਿੱਚ ਨਿੰਦਾ ਕੀਤੀ ਹੈ। ਉਨ੍ਹਾਂ ਆਖਿਆ ਕਿ ਸਰਕਾਰ ਨੇ ਲੋਕਾਂ ਨਾਲ ਕੀਤੇ ਵਾਅਦੇ ਪੂਰੇ ਨਹੀਂ ਕੀਤੇ ਸਗੋਂ ਮਹਿੰਗਾਈ ਦਾ ਬੋਝ ਹੋਰ ਵਧਾ ਦਿੱਤਾ ਹੈ। ਉਨ੍ਹਾਂ ਕਿਹਾ ਕਿ ਪਿੰਡਾਂ ਅਤੇ ਸ਼ਹਿਰਾਂ ਵਿੱਚ ਵੱਸਦੇ ਆਮ ਲੋਕਾਂ ਲਈ ਇਹ ਵਾਧਾ ਕਿਸੇ ਵੀ ਤਰ੍ਹਾਂ ਸਹਿਣਯੋਗ ਨਹੀਂ ਹੈ। ਬਿਜਲੀ ਦੀਆਂ ਦਰਾਂ ਵਿੱਚ ਕੀਤੇ ਗਏ ਵਾਧੇ ਨਾਲ ਹਰ ਵਰਗ ਪ੍ਰਭਾਵਿਤ ਹੋਵੇਗਾ ਅਤੇ ਖਾਸ ਕਰਕੇ ਮੱਧ ਵਰਗੀ ਪਰਿਵਾਰਾਂ ਉੱਤੇ ਇਸ ਦਾ ਸਿੱਧਾ ਅਸਰ ਪਵੇਗਾ। ਉਨ੍ਹਾਂ ਨੇ ਸਰਕਾਰ ਤੋਂ ਮੰਗ ਕੀਤੀ ਕਿ ਇਹ ਵਾਧਾ ਤੁਰੰਤ ਵਾਪਸ ਲਿਆ ਜਾਵੇ ਨਹੀਂ ਤਾਂ ਲੋਕਾਂ ਨੂੰ ਨਾਲ ਲੈ ਕੇ ਸੰਘਰਸ਼ ਵਿੱਢਿਆ ਜਾਵੇਗਾ। ਇਸ ਮੌਕੇ ਹੋਰ ਵੀ ਕਈ ਆਗੂ ਹਾਜ਼ਰ ਸਨ ਜਿਨ੍ਹਾਂ ਨੇ ਸਰਕਾਰ ਦੀਆਂ ਨੀਤੀਆਂ ਦੀ ਸਖ਼ਤ ਆਲੋਚਨਾ ਕੀਤੀ ਅਤੇ ਕਿਹਾ ਕਿ ਲੋਕਾਂ ਨਾਲ ਕੀਤੇ ਵਾਅਦੇ ਵਫ਼ਾ ਨਹੀਂ ਹੋਏ। — [11, 110, 121, 180]
headline-a10: ਅਪ੍ਰੇਸ਼ਨ ਕਾਸੋ ਤਹਿਤ ਸਦਰ ਅਤੇ ਸਿਟੀ ਪੁਲਿਸ ਮੋਰਿੰਡਾ ਵੱਲੋਂ ਵੱਖ ਵੱਖ ਪਿੰਡਾਂ 'ਚ ਚੈਕਿੰਗ — [124, 810, 467, 823]
article-a11 — [6, 1021, 239, 1219]
body-a6-col2: ਪੁਸਤਕ ਦਾ ਹਿੰਦੀ ਅਤੇ ਅੰਗਰੇਜ਼ੀ ਅਨੁਵਾਦ ਵੀ ਜ਼ਿਲ੍ਹੇ ਦੇ ਅਧਿਆਪਕਾਂ ਵੱਲੋਂ ਹੀ ਕੀਤਾ ਗਿਆ ਹੈ। ਸਿੱਖਿਆ ਵਿਭਾਗ ਦੇ ਅਧਿਕਾਰੀਆਂ ਨੇ ਇਨ੍ਹਾਂ ਅਧਿਆਪਕਾਂ ਦਾ ਵਿਸ਼ੇਸ਼ ਸਨਮਾਨ ਕੀਤਾ ਅਤੇ ਉਨ੍ਹਾਂ ਦੀ ਮਿਹਨਤ ਦੀ ਸ਼ਲਾਘਾ ਕੀਤੀ। ਇਸ ਮੌਕੇ ਜ਼ਿਲ੍ਹਾ ਸਿੱਖਿਆ ਅਫ਼ਸਰ ਅਤੇ ਹੋਰ ਅਧਿਕਾਰੀ ਹਾਜ਼ਰ ਸਨ। — [233, 577, 336, 606]
headline-a11: ਈਦ ਉੱਲ ਜੁਹਾ ਜਾਨੀ ਬਕਰਾਈਦ ਦੇ ਦੇਸ਼ ਵਾਸੀਆਂ ਨੂੰ ਵਧਾਈ – ਗੁਫ਼ਰਾਨ ਸਲਮਾਨੀ — [18, 1026, 227, 1052]
caption-a10-1: ਚੈਕਿੰਗ ਕਰਦੇ ਪੁਲਿਸ ਮੁਲਾਜ਼ਮ — [342, 949, 380, 954]
headline-a15: ਸਿਹਤ ਮੰਤਰੀ ਡਾ. ਬਲਬੀਰ ਸਿੰਘ ਵੱਲੋਂ ਹੜ੍ਹਾਂ ਤੋਂ ਬਚਾਅ ਪ੍ਰਬੰਧਾਂ ਤੇ ਵਿਕਾਸ ਕਾਰਜਾਂ ਦਾ ਜਾਇਜ਼ਾ — [452, 1228, 827, 1241]
body-a5-col4: ਪੁਲਿਸ ਮੁਖੀ ਨੇ ਕਿਹਾ ਕਿ ਨਸ਼ਾ ਤਸਕਰਾਂ ਖ਼ਿਲਾਫ਼ ਇਹ ਮੁਹਿੰਮ ਲਗਾਤਾਰ ਜਾਰੀ ਰਹੇਗੀ ਅਤੇ ਕਿਸੇ ਵੀ ਦੋਸ਼ੀ ਨੂੰ ਬਖ਼ਸ਼ਿਆ ਨਹੀਂ ਜਾਵੇਗਾ। ਉਨ੍ਹਾਂ ਲੋਕਾਂ ਨੂੰ ਅਪੀਲ ਕੀਤੀ ਕਿ ਨਸ਼ਾ ਵੇਚਣ ਵਾਲਿਆਂ ਬਾਰੇ ਜਾਣਕਾਰੀ ਪੁਲਿਸ ਨੂੰ ਦੇਣ। — [440, 409, 578, 427]
body-a13-col2: ਮਹੰਤ ਸੁੰਦਰ ਦਾਸ ਗਊਸ਼ਾਲਾ ਪੰਜਗਰਾਈਂ ਖੁਰਦ ਵਾਲਿਆਂ ਦੇ ਪਿਤਾ ਜੀ ਦੇ ਦੇਹਾਂਤ ਉੱਤੇ ਇਲਾਕੇ ਦੀਆਂ ਸੰਗਤਾਂ ਅਤੇ ਧਾਰਮਿਕ ਸ਼ਖ਼ਸੀਅਤਾਂ ਨੇ ਡੂੰਘੇ ਦੁੱਖ ਦਾ ਪ੍ਰਗਟਾਵਾ ਕੀਤਾ। ਆਗੂਆਂ ਨੇ ਕਿਹਾ ਕਿ ਮਰਹੂਮ ਇੱਕ ਧਾਰਮਿਕ ਅਤੇ ਸਮਾਜ ਸੇਵੀ ਸ਼ਖ਼ਸੀਅਤ ਸਨ ਜਿਨ੍ਹਾਂ ਨੇ ਗਊ ਸੇਵਾ ਲਈ ਵੱਡਾ ਯੋਗਦਾਨ ਪਾਇਆ। ਅੰਤਿਮ ਅਰਦਾਸ ਮੌਕੇ ਵੱਡੀ ਗਿਣਤੀ ਵਿੱਚ ਸੰਗਤਾਂ ਨੇ ਸ਼ਿਰਕਤ ਕੀਤੀ ਅਤੇ ਵਿਛੜੀ ਰੂਹ ਦੀ ਸ਼ਾਂਤੀ ਲਈ ਅਰਦਾਸ ਕੀਤੀ ਗਈ। ਪਰਿਵਾਰ ਨਾਲ ਹਮਦਰਦੀ ਪ੍ਰਗਟਾਉਂਦਿਆਂ ਸਭਨਾਂ ਨੇ ਕਿਹਾ ਕਿ ਇਹ ਘਾਟਾ ਪੂਰਾ ਨਹੀਂ ਹੋ ਸਕਦਾ। — [765, 939, 931, 966]
masthead-rule — [6, 45, 939, 47]
caption-a9: ਮੀਟਿੰਗ ਵਿੱਚ ਹਾਜ਼ਰ ਡਾਕਟਰ ਅਤੇ ਅਹੁਦੇਦਾਰ — [735, 811, 793, 816]
caption-a3-left: ਅਨਮੋਲ ਗਗਨ ਮਾਨ ਆਪਣੇ ਪਤੀ ਨਾਲ — [726, 193, 776, 198]
page-number: 6 — [8, 8, 38, 38]
article-a1 — [6, 50, 343, 375]
body-a12-col1: ਪੱਧਰ ਪ੍ਰਬੰਧ ਹੇਠਾਂ ਜ਼ਿਲ੍ਹਾ ਪ੍ਰਧਾਨ ਦੀਦਾਰ ਸਿੰਘ ਭੱਟੀ ਨੇ ਕਿਹਾ ਕਿ ਵਾਤਾਵਰਨ ਨੂੰ ਬਚਾਉਣ ਲਈ ਹਰ ਵਿਅਕਤੀ ਨੂੰ ਘੱਟੋ-ਘੱਟ ਪੰਜ ਪੌਦੇ ਲਗਾਉਣੇ ਚਾਹੀਦੇ ਹਨ। — [248, 1064, 347, 1081]
body-a4-col1: ਫਰਾਂਸ ਦੀਆਂ ਪੰਥਕ ਜਥੇਬੰਦੀਆਂ ਨੇ ਅਕਾਲੀ ਆਗੂ ਬਲਦੇਵ ਸਿੰਘ ਜੋਸਨ ਦੀ ਮਾਤਾ ਸੁਰਿੰਦਰ ਕੌਰ ਦੇ ਅਕਾਲ ਚਲਾਣੇ 'ਤੇ ਡੂੰਘੇ ਦੁੱਖ ਦਾ ਪ੍ਰਗਟਾਵਾ ਕੀਤਾ ਹੈ। ਜਥੇਬੰਦੀਆਂ ਦੇ ਆਗੂਆਂ ਨੇ ਕਿਹਾ ਕਿ ਮਾਤਾ ਜੀ ਇੱਕ ਧਾਰਮਿਕ ਬਿਰਤੀ ਵਾਲੇ ਅਤੇ ਗੁਰਸਿੱਖੀ ਜੀਵਨ ਜਿਊਣ ਵਾਲੇ ਇਨਸਾਨ ਸਨ। ਉਨ੍ਹਾਂ ਦੇ ਅਕਾਲ ਚਲਾਣੇ ਨਾਲ ਪਰਿਵਾਰ ਨੂੰ ਜੋ ਘਾਟਾ ਪਿਆ ਹੈ ਉਸ ਦੀ ਪੂਰਤੀ ਸੰਭਵ ਨਹੀਂ। ਸਮੂਹ ਸੰਗਤਾਂ ਨੇ ਵਿਛੜੀ ਰੂਹ ਦੀ ਸ਼ਾਂਤੀ ਲਈ ਅਰਦਾਸ ਕੀਤੀ ਅਤੇ ਪਰਿਵਾਰ ਨਾਲ ਹਮਦਰਦੀ ਪ੍ਰਗਟ ਕੀਤੀ। ਸ੍ਰੀ ਅਖੰਡ ਪਾਠ ਸਾਹਿਬ ਦੇ ਭੋਗ ਮੌਕੇ ਸੰਗਤਾਂ ਨੂੰ ਵੱਡੀ ਗਿਣਤੀ ਵਿੱਚ ਪਹੁੰਚਣ ਦੀ ਅਪੀਲ ਕੀਤੀ ਗਈ ਹੈ। ਪਰਿਵਾਰ ਵੱਲੋਂ ਸਭ ਦਾ ਧੰਨਵਾਦ ਕੀਤਾ ਗਿਆ। 21 ਜੂਨ 2024 ਨੂੰ ਪਿੰਡ ਨੰਗਲਪੁਰ ਜ਼ਿਲ੍ਹਾ ਜਲੰਧਰ ਵਿਖੇ ਅੰਤਿਮ ਅਰਦਾਸ ਹੋਵੇਗੀ। — [594, 497, 762, 530]
body-a9-col1: ਨਾਭਾ / ਪੰਜ ਪੁਰਖ : ਮੈਡੀਕਲ ਪ੍ਰੈਕਟੀਸ਼ਨਰ ਐਸੋਸੀਏਸ਼ਨ ਬਲਾਕ ਦੀ ਮਹੀਨਾਵਾਰ ਮੀਟਿੰਗ ਪ੍ਰਧਾਨ ਦੀ ਪ੍ਰਧਾਨਗੀ ਹੇਠ ਹੋਈ। ਮੀਟਿੰਗ ਵਿੱਚ ਸਿਹਤ ਸਬੰਧੀ ਵੱਖ-ਵੱਖ ਮੁੱਦਿਆਂ ਉੱਤੇ ਵਿਚਾਰ ਵਟਾਂਦਰਾ ਕੀਤਾ ਗਿਆ। — [594, 818, 760, 829]
article-a15 — [340, 1223, 939, 1473]
subheadline-banner-a10: ਨਸ਼ੇ ਦਾ ਧੰਦਾ ਕਰਨ ਵਾਲੇ ਬਖ਼ਸ਼ੇ ਨਹੀਂ ਜਾਣਗੇ – ਡੀ.ਐਸ.ਪੀ. ਗੁਰਦੀਪ ਸਿੰਘ ਸੰਧੂ — [11, 830, 580, 846]
cmyk-marks-left — [6, 1490, 48, 1499]
